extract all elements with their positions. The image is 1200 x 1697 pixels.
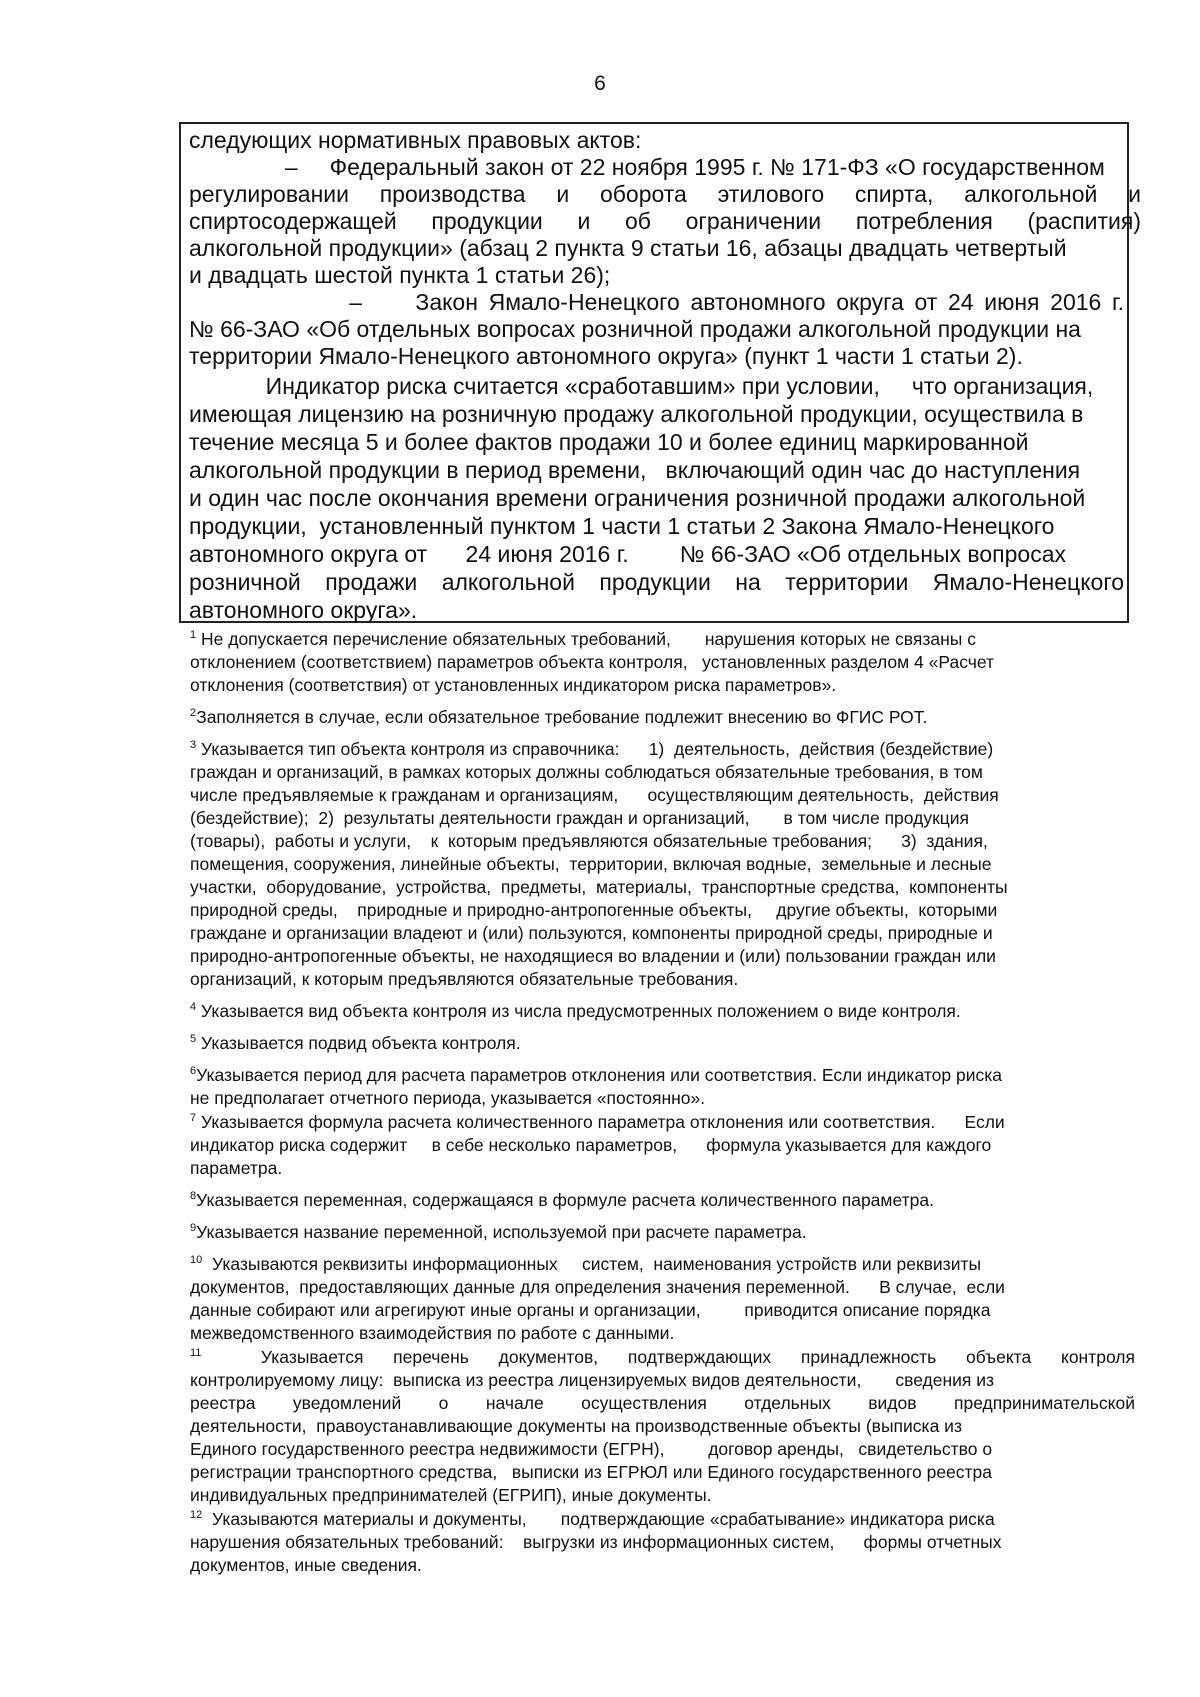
footnote	[190, 1189, 1135, 1212]
footnote-line: числе предъявляемые к гражданам и организациям, осуществляющим деятельность, действия	[190, 785, 999, 805]
footnote-number: 3	[190, 739, 197, 752]
footnote-number: 10	[190, 1254, 203, 1267]
footnote	[190, 1253, 1135, 1345]
footnote-line: отклонением (соответствием) параметров объекта контроля, установленных разделом 4 «Расчет	[190, 652, 995, 672]
footnote-line: реестра уведомлений о начале осуществления отдельных видов предпринимательской	[190, 1393, 1135, 1413]
footnote-number: 11	[190, 1347, 202, 1360]
box-line: территории Ямало-Ненецкого автономного округа» (пункт 1 части 1 статьи 2).	[189, 343, 1023, 369]
footnote	[190, 738, 1135, 991]
footnote-number: 5	[190, 1033, 197, 1046]
footnote-line: (бездействие); 2) результаты деятельности граждан и организаций, в том числе продукция	[190, 808, 970, 828]
footnote-line: Указывается подвид объекта контроля.	[201, 1033, 521, 1053]
box-line: имеющая лицензию на розничную продажу алкогольной продукции, осуществила в	[189, 401, 1084, 427]
footnote-line: Не допускается перечисление обязательных требований, нарушения которых не связаны с	[201, 629, 976, 649]
footnote-line: регистрации транспортного средства, выписки из ЕГРЮЛ или Единого государственного реестра	[190, 1462, 993, 1482]
footnote-line: индивидуальных предпринимателей (ЕГРИП), иные документы.	[190, 1485, 712, 1505]
box-line: № 66-ЗАО «Об отдельных вопросах розничной продажи алкогольной продукции на	[189, 316, 1081, 342]
footnote-line: граждане и организации владеют и (или) пользуются, компоненты природной среды, природные и	[190, 923, 993, 943]
footnote	[190, 1346, 1135, 1507]
footnote-line: помещения, сооружения, линейные объекты, территории, включая водные, земельные и лесные	[190, 854, 992, 874]
footnote-line: Указывается перечень документов, подтверждающих принадлежность объекта контроля	[260, 1347, 1135, 1367]
footnote	[190, 1032, 1135, 1055]
footnote-line: параметра.	[190, 1158, 283, 1178]
footnote-line: индикатор риска содержит в себе несколько параметров, формула указывается для каждого	[190, 1135, 992, 1155]
footnote-number: 4	[190, 1001, 197, 1014]
footnote-line: нарушения обязательных требований: выгрузки из информационных систем, формы отчетных	[190, 1532, 1002, 1552]
footnote	[190, 628, 1135, 697]
footnote-line: (товары), работы и услуги, к которым предъявляются обязательные требования; 3) здания,	[190, 831, 988, 851]
footnote-line: Указывается название переменной, используемой при расчете параметра.	[196, 1222, 807, 1242]
footnote-line: межведомственного взаимодействия по работе с данными.	[190, 1323, 675, 1343]
footnote-line: Указывается тип объекта контроля из справочника: 1) деятельность, действия (бездействие)	[201, 739, 994, 759]
box-line: и двадцать шестой пункта 1 статьи 26);	[189, 262, 611, 288]
box-line: Индикатор риска считается «сработавшим» при условии, что организация,	[189, 373, 1094, 399]
footnote-line: Единого государственного реестра недвижимости (ЕГРН), договор аренды, свидетельство о	[190, 1439, 993, 1459]
footnote	[190, 1000, 1135, 1023]
box-line: и один час после окончания времени ограничения розничной продажи алкогольной	[189, 485, 1086, 511]
footnote	[190, 1064, 1135, 1110]
footnote-line: Заполняется в случае, если обязательное требование подлежит внесению во ФГИС РОТ.	[196, 707, 928, 727]
box-line: спиртосодержащей продукции и об ограничении потребления (распития)	[189, 208, 1141, 234]
footnote-line: Указывается формула расчета количественного параметра отклонения или соответствия. Если	[201, 1112, 1005, 1132]
footnote-line: природной среды, природные и природно-антропогенные объекты, другие объекты, которыми	[190, 900, 998, 920]
box-line: – Федеральный закон от 22 ноября 1995 г. № 171-ФЗ «О государственном	[189, 154, 1105, 180]
main-text-box	[179, 122, 1141, 623]
box-line: алкогольной продукции» (абзац 2 пункта 9 статьи 16, абзацы двадцать четвертый	[189, 235, 1067, 261]
footnote-line: организаций, к которым предъявляются обязательные требования.	[190, 969, 739, 989]
footnote-line: участки, оборудование, устройства, предметы, материалы, транспортные средства, компоненты	[190, 877, 1008, 897]
box-line: следующих нормативных правовых актов:	[189, 127, 642, 153]
box-line: течение месяца 5 и более фактов продажи 10 и более единиц маркированной	[189, 429, 1029, 455]
footnote-line: Указываются материалы и документы, подтверждающие «срабатывание» индикатора риска	[211, 1509, 995, 1529]
footnote-number: 12	[190, 1509, 203, 1522]
footnote	[190, 1221, 1135, 1244]
footnote-line: природно-антропогенные объекты, не находящиеся во владении и (или) пользовании граждан или	[190, 946, 996, 966]
footnotes	[190, 628, 1135, 1586]
box-line: – Закон Ямало-Ненецкого автономного округа от 24 июня 2016 г.	[189, 289, 1124, 315]
footnote-number: 6	[190, 1065, 197, 1078]
footnote-line: документов, предоставляющих данные для определения значения переменной. В случае, если	[190, 1277, 1005, 1297]
footnote-line: данные собирают или агрегируют иные органы и организации, приводится описание порядка	[190, 1300, 991, 1320]
box-line: продукции, установленный пунктом 1 части 1 статьи 2 Закона Ямало-Ненецкого	[189, 513, 1055, 539]
box-line: автономного округа».	[189, 597, 418, 623]
footnote-number: 2	[190, 707, 197, 720]
box-line: розничной продажи алкогольной продукции на территории Ямало-Ненецкого	[189, 569, 1124, 595]
box-line: алкогольной продукции в период времени, включающий один час до наступления	[189, 457, 1081, 483]
footnote-line: отклонения (соответствия) от установленных индикатором риска параметров».	[190, 675, 837, 695]
footnote-line: не предполагает отчетного периода, указывается «постоянно».	[190, 1088, 706, 1108]
footnote-line: граждан и организаций, в рамках которых должны соблюдаться обязательные требования, в том	[190, 762, 983, 782]
footnote	[190, 706, 1135, 729]
footnote-line: деятельности, правоустанавливающие документы на производственные объекты (выписка из	[190, 1416, 962, 1436]
footnote	[190, 1508, 1135, 1577]
footnote-number: 7	[190, 1112, 197, 1125]
footnote-line: Указываются реквизиты информационных систем, наименования устройств или реквизиты	[211, 1254, 982, 1274]
footnote-line: документов, иные сведения.	[190, 1555, 422, 1575]
footnote-line: Указывается переменная, содержащаяся в формуле расчета количественного параметра.	[196, 1190, 934, 1210]
footnote-number: 1	[190, 629, 197, 642]
footnote-number: 9	[190, 1222, 197, 1235]
footnote	[190, 1111, 1135, 1180]
footnote-line: Указывается вид объекта контроля из числа предусмотренных положением о виде контроля.	[201, 1001, 961, 1021]
box-line: регулировании производства и оборота этилового спирта, алкогольной и	[189, 181, 1141, 207]
footnote-line: Указывается период для расчета параметров отклонения или соответствия. Если индикатор риска	[196, 1065, 1002, 1085]
page-number: 6	[594, 72, 606, 95]
box-line: автономного округа от 24 июня 2016 г. № 66-ЗАО «Об отдельных вопросах	[189, 541, 1066, 567]
footnote-line: контролируемому лицу: выписка из реестра лицензируемых видов деятельности, сведения из	[190, 1370, 995, 1390]
footnote-number: 8	[190, 1190, 197, 1203]
